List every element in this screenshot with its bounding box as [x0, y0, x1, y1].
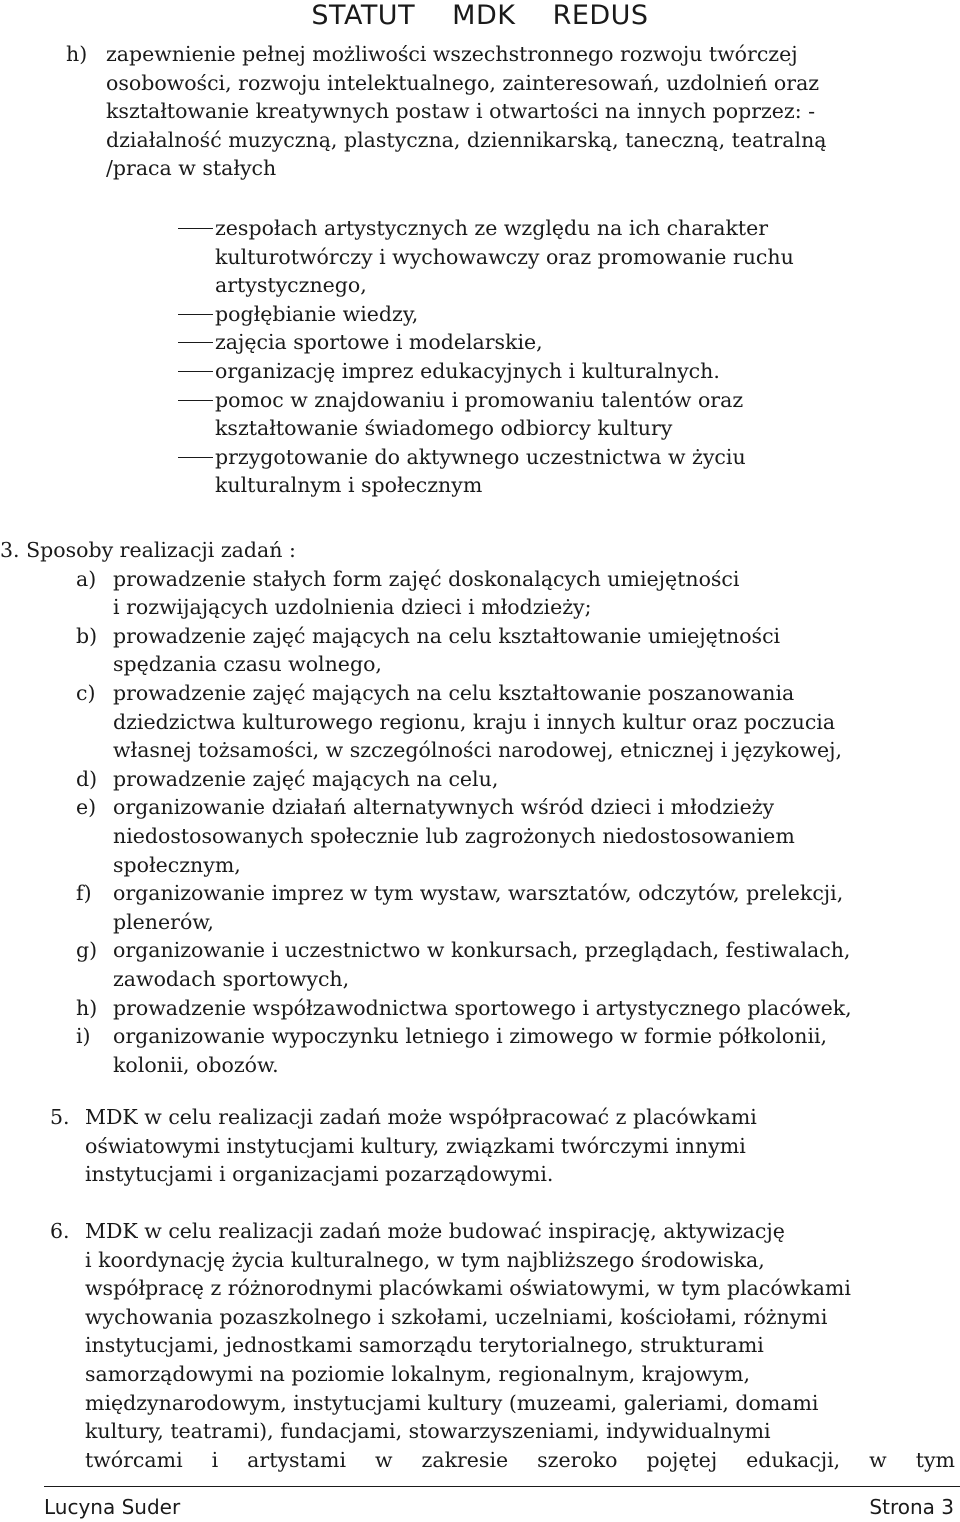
header-word: MDK — [452, 0, 516, 31]
text-line: prowadzenie zajęć mających na celu, — [113, 766, 499, 791]
text-line: prowadzenie zajęć mających na celu kształtowanie poszanowania — [113, 680, 795, 705]
item-label: b) — [76, 623, 98, 648]
text-line: dziedzictwa kulturowego regionu, kraju i innych kultur oraz poczucia — [113, 709, 836, 734]
list-item — [76, 879, 955, 936]
text-line: kulturalnym i społecznym — [215, 473, 483, 498]
dash-item — [178, 386, 955, 443]
text-line: prowadzenie współzawodnictwa sportowego i artystycznego placówek, — [113, 995, 852, 1020]
section-3 — [0, 536, 955, 1077]
text-line: artystycznego, — [215, 273, 367, 298]
header-word: STATUT — [311, 0, 416, 31]
text-line: kształtowanie kreatywnych postaw i otwartości na innych poprzez: - — [106, 99, 816, 124]
text-line: samorządowymi na poziomie lokalnym, regionalnym, krajowym, — [85, 1361, 750, 1386]
text-line: instytucjami i organizacjami pozarządowymi. — [85, 1162, 554, 1187]
text-line: MDK w celu realizacji zadań może współpracować z placówkami — [85, 1105, 757, 1129]
text-line: zajęcia sportowe i modelarskie, — [215, 330, 543, 355]
text-line: organizowanie imprez w tym wystaw, warsztatów, odczytów, prelekcji, — [113, 881, 844, 906]
section-title: 3. Sposoby realizacji zadań : — [0, 538, 296, 562]
text-line: i rozwijających uzdolnienia dzieci i młodzieży; — [113, 595, 592, 620]
text-line: i koordynację życia kulturalnego, w tym najbliższego środowiska, — [85, 1247, 765, 1272]
text-line: osobowości, rozwoju intelektualnego, zainteresowań, uzdolnień oraz — [106, 70, 820, 95]
text-line: plenerów, — [113, 909, 214, 934]
text-line: kultury, teatrami), fundacjami, stowarzyszeniami, indywidualnymi — [85, 1419, 771, 1444]
text-line: pomoc w znajdowaniu i promowaniu talentów oraz — [215, 387, 744, 412]
text-line: niedostosowanych społecznie lub zagrożonych niedostosowaniem — [113, 823, 795, 848]
text-line: własnej tożsamości, w szczególności narodowej, etnicznej i językowej, — [113, 738, 843, 763]
text-line: oświatowymi instytucjami kultury, związkami twórczymi innymi — [85, 1133, 746, 1158]
list-item — [76, 765, 955, 794]
dash-marker — [178, 314, 213, 315]
text-line: społecznym, — [113, 852, 241, 877]
text-line: twórcami i artystami w zakresie szeroko pojętej edukacji, w tym — [85, 1447, 955, 1472]
dash-item — [178, 214, 955, 300]
numbered-item-5 — [50, 1103, 955, 1189]
item-label: 5. — [50, 1105, 70, 1129]
text-line: organizację imprez edukacyjnych i kulturalnych. — [215, 358, 720, 383]
footer-page-number: Strona 3 — [869, 1495, 954, 1519]
page-header — [0, 0, 960, 32]
list-item — [76, 679, 955, 765]
text-line: spędzania czasu wolnego, — [113, 652, 382, 677]
text-line: współpracę z różnorodnymi placówkami oświatowymi, w tym placówkami — [85, 1276, 851, 1301]
header-word: REDUS — [552, 0, 649, 31]
list-item — [76, 1022, 955, 1079]
text-line: zapewnienie pełnej możliwości wszechstronnego rozwoju twórczej — [106, 42, 798, 66]
text-line: organizowanie i uczestnictwo w konkursach, przeglądach, festiwalach, — [113, 938, 851, 963]
numbered-item-6 — [50, 1217, 955, 1474]
text-line: pogłębianie wiedzy, — [215, 301, 419, 326]
section-3-list — [76, 565, 955, 1080]
item-label: h) — [66, 42, 88, 66]
dash-item — [178, 357, 955, 386]
text-line: MDK w celu realizacji zadań może budować inspirację, aktywizację — [85, 1219, 785, 1243]
text-line: zawodach sportowych, — [113, 966, 350, 991]
dash-marker — [178, 371, 213, 372]
text-line: organizowanie wypoczynku letniego i zimowego w formie półkolonii, — [113, 1024, 828, 1049]
dash-marker — [178, 228, 213, 229]
list-item — [76, 565, 955, 622]
item-label: e) — [76, 795, 97, 820]
item-label: f) — [76, 881, 92, 906]
dash-list — [178, 214, 955, 500]
page-footer — [44, 1486, 960, 1522]
item-label: i) — [76, 1024, 91, 1049]
list-item-h — [66, 40, 955, 183]
text-line: instytucjami, jednostkami samorządu terytorialnego, strukturami — [85, 1333, 764, 1358]
text-line: przygotowanie do aktywnego uczestnictwa w życiu — [215, 444, 746, 469]
list-item — [76, 622, 955, 679]
footer-author: Lucyna Suder — [44, 1495, 181, 1519]
dash-item — [178, 300, 955, 329]
list-item — [76, 793, 955, 879]
list-item — [76, 936, 955, 993]
dash-item — [178, 328, 955, 357]
item-label: a) — [76, 566, 97, 591]
text-line: kształtowanie świadomego odbiorcy kultury — [215, 416, 673, 441]
list-item — [76, 994, 955, 1023]
text-line: kolonii, obozów. — [113, 1052, 279, 1077]
dash-item — [178, 443, 955, 500]
item-label: c) — [76, 680, 96, 705]
dash-marker — [178, 342, 213, 343]
text-line: prowadzenie stałych form zajęć doskonalących umiejętności — [113, 566, 740, 591]
text-line: /praca w stałych — [106, 156, 277, 181]
text-line: wychowania pozaszkolnego i szkołami, uczelniami, kościołami, różnymi — [85, 1304, 828, 1329]
item-label: d) — [76, 766, 98, 791]
item-label: 6. — [50, 1219, 70, 1243]
text-line: prowadzenie zajęć mających na celu kształtowanie umiejętności — [113, 623, 781, 648]
dash-marker — [178, 457, 213, 458]
item-label: h) — [76, 995, 98, 1020]
text-line: działalność muzyczną, plastyczna, dziennikarską, taneczną, teatralną — [106, 127, 827, 152]
text-line: zespołach artystycznych ze względu na ich charakter — [215, 216, 769, 240]
text-line: organizowanie działań alternatywnych wśród dzieci i młodzieży — [113, 795, 775, 820]
text-line: kulturotwórczy i wychowawczy oraz promowanie ruchu — [215, 244, 794, 269]
text-line: międzynarodowym, instytucjami kultury (muzeami, galeriami, domami — [85, 1390, 819, 1415]
dash-marker — [178, 400, 213, 401]
item-label: g) — [76, 938, 98, 963]
